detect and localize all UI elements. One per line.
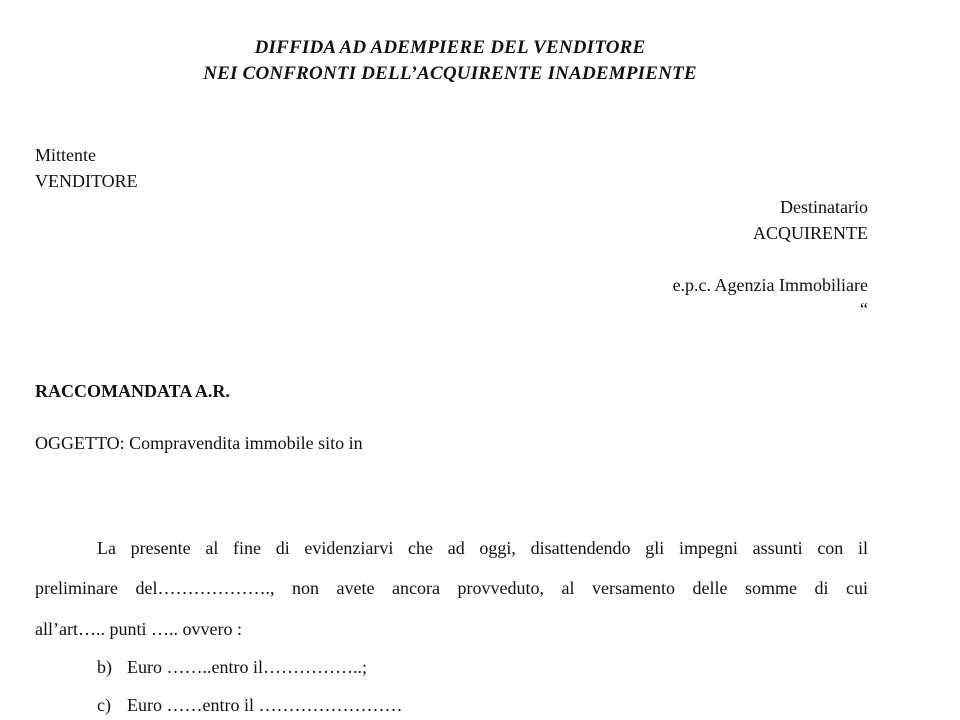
subject-line: OGGETTO: Compravendita immobile sito in [35, 433, 363, 453]
list-item [97, 657, 367, 678]
body-line-2: preliminare del………………., non avete ancora provveduto, al versamento delle somme di cui [35, 578, 868, 598]
document-title-line-2: NEI CONFRONTI DELL’ACQUIRENTE INADEMPIENTE [203, 63, 697, 84]
cc-mark: “ [860, 299, 868, 319]
list-item-text: Euro ……entro il …………………… [127, 695, 403, 715]
body-line-3: all’art….. punti ….. ovvero : [35, 619, 242, 639]
list-marker: b) [97, 657, 112, 677]
recipient-name: ACQUIRENTE [753, 223, 868, 243]
cc-line: e.p.c. Agenzia Immobiliare [672, 275, 868, 295]
recipient-label: Destinatario [780, 197, 868, 217]
list-item-text: Euro ……..entro il……………..; [127, 657, 367, 677]
document-title-line-1: DIFFIDA AD ADEMPIERE DEL VENDITORE [254, 37, 646, 58]
list-item [97, 695, 402, 716]
sender-label: Mittente [35, 145, 96, 165]
list-marker: c) [97, 695, 111, 715]
delivery-method: RACCOMANDATA A.R. [35, 381, 230, 401]
sender-name: VENDITORE [35, 171, 138, 191]
body-line-1: La presente al fine di evidenziarvi che ad oggi, disattendendo gli impegni assunti con il [97, 538, 868, 558]
